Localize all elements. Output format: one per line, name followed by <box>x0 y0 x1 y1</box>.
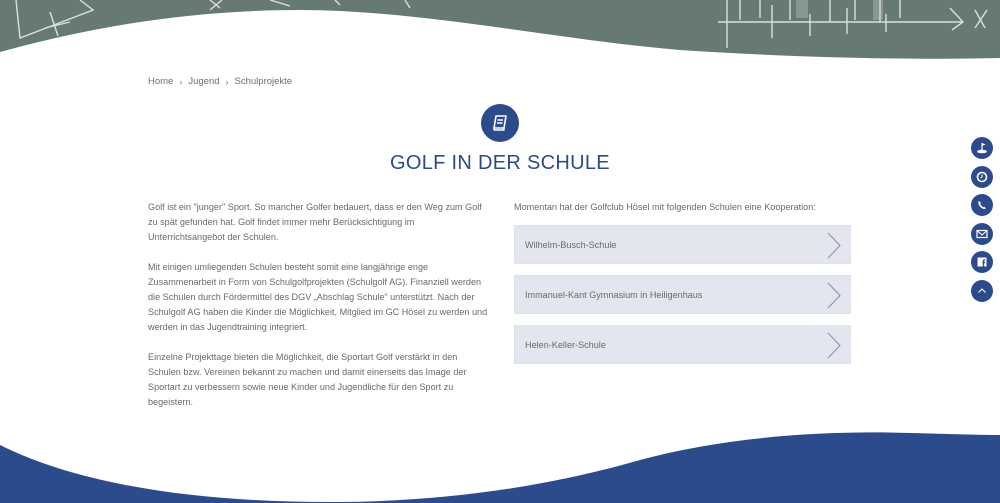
school-name: Wilhelm-Busch-Schule <box>525 239 617 250</box>
school-name: Helen-Keller-Schule <box>525 339 606 350</box>
breadcrumb <box>148 76 292 87</box>
phone-icon <box>975 198 989 212</box>
breadcrumb-separator: › <box>179 76 183 87</box>
intro-text-column <box>148 200 488 425</box>
chevron-right-icon <box>826 232 842 259</box>
chevron-right-icon <box>826 332 842 359</box>
chevron-right-icon <box>826 282 842 309</box>
school-item-helen-keller[interactable] <box>514 325 851 364</box>
schools-column <box>514 200 851 375</box>
footer-wave <box>0 430 1000 503</box>
phone-button[interactable] <box>971 194 993 216</box>
header-chalkboard-banner <box>0 0 1000 62</box>
school-item-immanuel-kant[interactable] <box>514 275 851 314</box>
scroll-to-top-button[interactable] <box>971 280 993 302</box>
school-item-wilhelm-busch[interactable] <box>514 225 851 264</box>
page-title: GOLF IN DER SCHULE <box>390 152 610 174</box>
opening-hours-button[interactable] <box>971 166 993 188</box>
school-name: Immanuel-Kant Gymnasium in Heiligenhaus <box>525 289 703 300</box>
facebook-button[interactable] <box>971 251 993 273</box>
mail-icon <box>975 227 989 241</box>
breadcrumb-home[interactable]: Home <box>148 76 174 87</box>
clock-icon <box>975 170 989 184</box>
paragraph: Golf ist ein "junger" Sport. So mancher Golfer bedauert, dass er den Weg zum Golf zu spät gefunden hat. Golf findet immer mehr Berücksichtigung im Unterrichtsangebot der Schulen. <box>148 202 482 242</box>
email-button[interactable] <box>971 223 993 245</box>
book-icon <box>481 104 519 142</box>
golf-course-button[interactable] <box>971 137 993 159</box>
breadcrumb-current: Schulprojekte <box>234 76 293 87</box>
breadcrumb-separator: › <box>225 76 229 87</box>
schools-intro: Momentan hat der Golfclub Hösel mit folgenden Schulen eine Kooperation: <box>514 202 816 212</box>
breadcrumb-jugend[interactable]: Jugend <box>188 76 220 87</box>
golf-flag-icon <box>975 141 989 155</box>
side-toolbar <box>971 137 993 309</box>
footer-wave-shape <box>0 432 1000 503</box>
header-wave-shape <box>0 0 1000 59</box>
chevron-up-icon <box>975 284 989 298</box>
facebook-icon <box>975 255 989 269</box>
paragraph: Einzelne Projekttage bieten die Möglichkeit, die Sportart Golf verstärkt in den Schulen bzw. Vereinen bekannt zu machen und damit einerseits das Image der Sportart zu verbessern sowie neue Kinder und Jugendliche für den Sport zu begeistern. <box>148 352 467 407</box>
paragraph: Mit einigen umliegenden Schulen besteht somit eine langjährige enge Zusammenarbeit in Form von Schulgolfprojekten (Schulgolf AG). Finanziell werden die Schulen durch Fördermittel des DGV „Abschlag Schule“ unterstützt. Nach der Schulgolf AG haben die Kinder die Möglichkeit, Mitglied im GC Hösel zu werden und werden in das Jugendtraining integriert. <box>148 262 488 332</box>
